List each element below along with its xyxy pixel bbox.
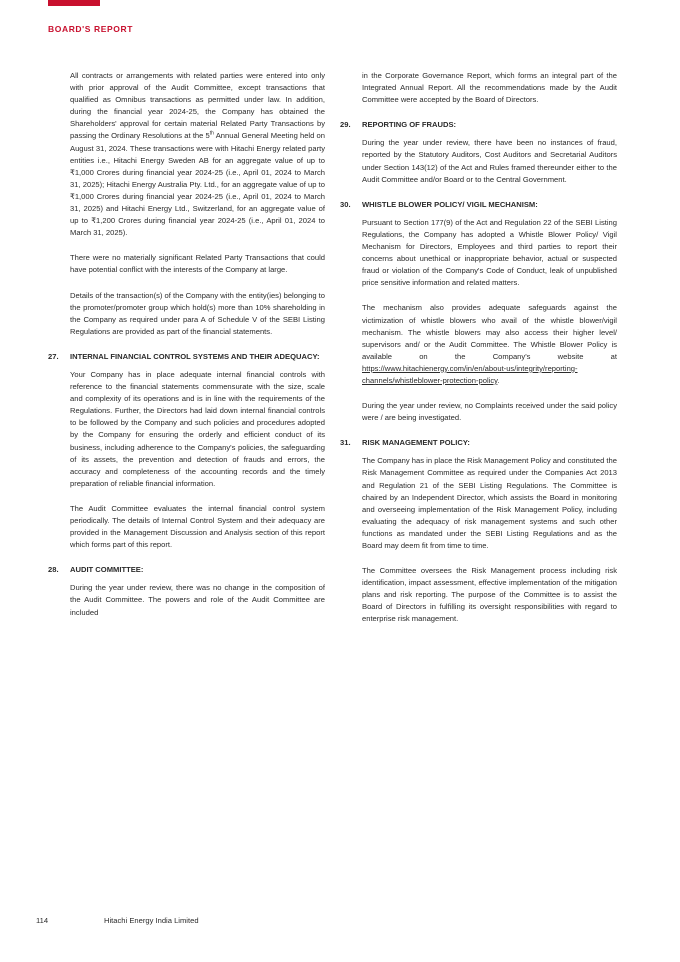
section-title: REPORTING OF FRAUDS: bbox=[362, 120, 457, 130]
section-number: 30. bbox=[340, 199, 351, 209]
section-label: BOARD'S REPORT bbox=[48, 24, 134, 34]
paragraph: There were no materially significant Related Party Transactions that could have potential conflict with the interests of the Company at large. bbox=[70, 253, 325, 275]
left-column bbox=[48, 70, 325, 632]
section-number: 29. bbox=[340, 120, 351, 130]
section-number: 31. bbox=[340, 438, 351, 448]
section-title: AUDIT COMMITTEE: bbox=[70, 565, 144, 575]
paragraph: in the Corporate Governance Report, which forms an integral part of the Integrated Annual Report. All the recommendations made by the Audit Committee were accepted by the Board of Directors. bbox=[362, 71, 617, 105]
paragraph: The Committee oversees the Risk Management process including risk identification, impact assessment, effective implementation of the mitigation plans and risk reporting. The purpose of the Committee is to assist the Board of Directors in fulfilling its oversight responsibilities with regard to enterprise risk management. bbox=[362, 566, 617, 624]
section-heading-30 bbox=[340, 199, 617, 211]
section-title: WHISTLE BLOWER POLICY/ VIGIL MECHANISM: bbox=[362, 199, 538, 209]
paragraph: The mechanism also provides adequate safeguards against the victimization of whistle blowers who avail of the whistle blower/vigil mechanism. The whistle blowers may also access their higher level/ supervisors and/ or the Audit Committee. The Whistle Blower Policy is available on the Company's website at https://www.hitachienergy.com/in/en/about-us/integrity/reporting-channels/whistleblower-protection-policy. bbox=[362, 303, 617, 385]
page-footer bbox=[36, 916, 199, 925]
right-column bbox=[340, 70, 617, 639]
section-heading-27 bbox=[48, 351, 325, 363]
section-title: RISK MANAGEMENT POLICY: bbox=[362, 438, 470, 448]
paragraph: During the year under review, there have been no instances of fraud, reported by the Statutory Auditors, Cost Auditors and Secretarial Auditors under Section 143(12) of the Act and Rules framed thereunder either to the Audit Committee and/or Board or to the Central Government. bbox=[362, 138, 617, 184]
page-number: 114 bbox=[36, 916, 49, 925]
section-number: 27. bbox=[48, 351, 59, 361]
section-heading-31 bbox=[340, 437, 617, 449]
section-number: 28. bbox=[48, 565, 59, 575]
section-heading-28 bbox=[48, 564, 325, 576]
paragraph: The Company has in place the Risk Management Policy and constituted the Risk Management Committee as required under the Companies Act 2013 and Regulation 21 of the SEBI Listing Regulations. The Committee is chaired by an Independent Director, which assists the Board in monitoring and overseeing implementation of the Risk Management Policy, including evaluating the adequacy of risk management systems and such other functions as mandated under the SEBI Listing Regulations and as the Board may deem fit from time to time. bbox=[362, 456, 617, 550]
header-accent-bar bbox=[48, 0, 100, 6]
section-title: INTERNAL FINANCIAL CONTROL SYSTEMS AND THEIR ADEQUACY: bbox=[70, 351, 320, 361]
paragraph: During the year under review, no Complaints received under the said policy were / are being investigated. bbox=[362, 401, 617, 423]
policy-link[interactable]: https://www.hitachienergy.com/in/en/about-us/integrity/reporting-channels/whistleblower-protection-policy bbox=[362, 363, 578, 385]
paragraph: The Audit Committee evaluates the internal financial control system periodically. The details of Internal Control System and their adequacy are provided in the Management Discussion and Analysis section of this report which forms part of this report. bbox=[70, 503, 325, 550]
paragraph: Details of the transaction(s) of the Company with the entity(ies) belonging to the promoter/promoter group which hold(s) more than 10% shareholding in the Company as required under para A of Schedule V of the SEBI Listing Regulations are provided as part of the financial statements. bbox=[70, 290, 325, 336]
paragraph: Pursuant to Section 177(9) of the Act and Regulation 22 of the SEBI Listing Regulations, the Company has adopted a Whistle Blower Policy/ Vigil Mechanism for Directors, Employees and third parties to report their concerns about unethical or inappropriate behavior, actual or suspected fraud or violation of the Company's Code of Conduct, leak of unpublished price sensitive information and related matters. bbox=[362, 217, 617, 288]
paragraph: During the year under review, there was no change in the composition of the Audit Committee. The powers and role of the Audit Committee are included bbox=[70, 583, 325, 617]
paragraph: Your Company has in place adequate internal financial controls with reference to the financial statements commensurate with the size, scale and complexity of its operations and is in line with the requirements of the Regulations. Further, the Directors had laid down internal financial controls to be followed by the Company and such policies and procedures adopted by the Company for ensuring the orderly and efficient conduct of its business, including adherence to the Company's policies, the safeguarding of its assets, the prevention and detection of frauds and errors, the accuracy and completeness of the accounting records and the timely preparation of reliable financial information. bbox=[70, 369, 325, 488]
company-name: Hitachi Energy India Limited bbox=[104, 916, 199, 925]
section-heading-29 bbox=[340, 119, 617, 131]
paragraph: All contracts or arrangements with related parties were entered into only with prior approval of the Audit Committee, except transactions that qualified as Omnibus transactions as permitted under law. In addition, during the financial year 2024-25, the Company has obtained the Shareholders' approval for certain material Related Party Transactions by passing the Ordinary Resolutions at the 5th Annual General Meeting held on August 31, 2024. These transactions were with Hitachi Energy related party entities i.e., Hitachi Energy Sweden AB for an aggregate value of up to ₹1,000 Crores during financial year 2024-25 (i.e., April 01, 2024 to March 31, 2025); Hitachi Energy Australia Pty. Ltd., for an aggregate value of up to ₹1,000 Crores during financial year 2024-25 (i.e., April 01, 2024 to March 31, 2025) and Hitachi Energy Ltd., Switzerland, for an aggregate value of up to ₹1,200 Crores during financial year 2024-25 (i.e., April 01, 2024 to March 31, 2025). bbox=[70, 71, 325, 238]
